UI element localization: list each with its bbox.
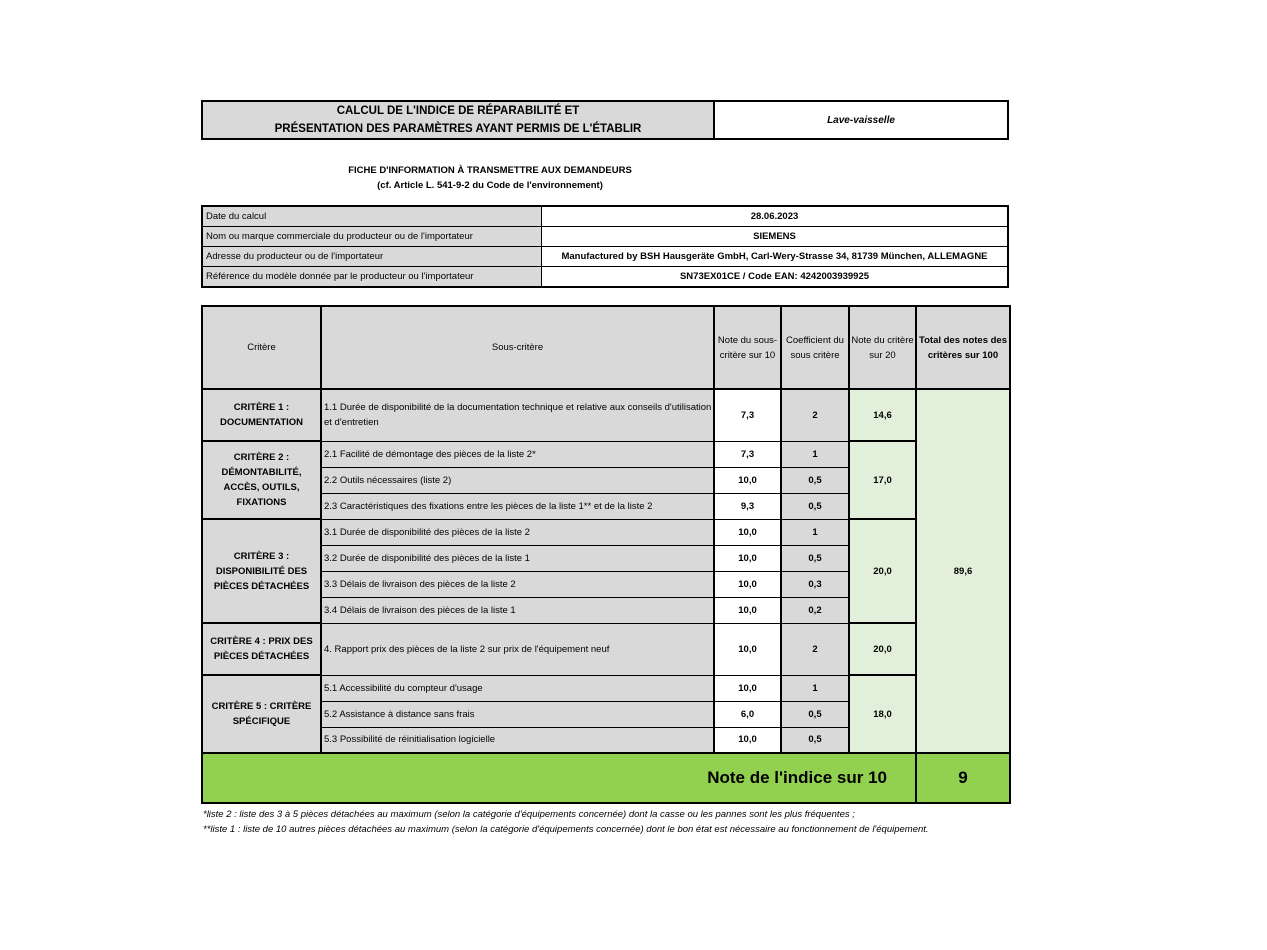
info-row xyxy=(202,206,1008,227)
critere-1-note20: 14,6 xyxy=(849,389,916,441)
sub-criterion-coef: 0,3 xyxy=(781,571,849,597)
sub-criterion-coef: 0,5 xyxy=(781,545,849,571)
sub-criterion-label: 1.1 Durée de disponibilité de la documentation technique et relative aux conseils d'utilisation et d'entretien xyxy=(321,389,714,441)
sub-criterion-coef: 1 xyxy=(781,675,849,701)
critere-2-note20: 17,0 xyxy=(849,441,916,519)
info-label: Nom ou marque commerciale du producteur ou de l'importateur xyxy=(202,227,542,247)
subtitle xyxy=(300,163,680,193)
info-row xyxy=(202,247,1008,267)
info-row xyxy=(202,267,1008,288)
subtitle-line-1: FICHE D'INFORMATION À TRANSMETTRE AUX DEMANDEURS xyxy=(348,165,632,176)
sub-criterion-note: 10,0 xyxy=(714,571,781,597)
sub-criterion-coef: 0,5 xyxy=(781,727,849,753)
sub-criterion-label: 2.2 Outils nécessaires (liste 2) xyxy=(321,467,714,493)
sub-criterion-coef: 2 xyxy=(781,389,849,441)
sub-criterion-label: 3.3 Délais de livraison des pièces de la liste 2 xyxy=(321,571,714,597)
info-label: Référence du modèle donnée par le producteur ou l'importateur xyxy=(202,267,542,288)
sub-criterion-label: 5.1 Accessibilité du compteur d'usage xyxy=(321,675,714,701)
sub-criterion-label: 3.1 Durée de disponibilité des pièces de la liste 2 xyxy=(321,519,714,545)
sub-criterion-coef: 0,5 xyxy=(781,493,849,519)
sub-criterion-coef: 0,2 xyxy=(781,597,849,623)
info-row xyxy=(202,227,1008,247)
sub-criterion-label: 5.3 Possibilité de réinitialisation logicielle xyxy=(321,727,714,753)
critere-4-note20: 20,0 xyxy=(849,623,916,675)
critere-5-name: CRITÈRE 5 : CRITÈRE SPÉCIFIQUE xyxy=(202,675,321,753)
sub-criterion-label: 3.2 Durée de disponibilité des pièces de la liste 1 xyxy=(321,545,714,571)
sub-criterion-note: 9,3 xyxy=(714,493,781,519)
sub-criterion-note: 10,0 xyxy=(714,467,781,493)
header-coef: Coefficient du sous critère xyxy=(781,306,849,389)
critere-1-name: CRITÈRE 1 : DOCUMENTATION xyxy=(202,389,321,441)
critere-3-note20: 20,0 xyxy=(849,519,916,623)
table-header-row xyxy=(202,306,1010,389)
sub-criterion-note: 10,0 xyxy=(714,675,781,701)
critere-4-name: CRITÈRE 4 : PRIX DES PIÈCES DÉTACHÉES xyxy=(202,623,321,675)
table-row xyxy=(202,441,1010,467)
sub-criterion-label: 2.1 Facilité de démontage des pièces de la liste 2* xyxy=(321,441,714,467)
product-category: Lave-vaisselle xyxy=(714,101,1008,139)
info-value: SIEMENS xyxy=(542,227,1009,247)
footnote-2: **liste 1 : liste de 10 autres pièces détachées au maximum (selon la catégorie d'équipements concernée) dont le bon état est nécessaire au fonctionnement de l'équipement. xyxy=(203,824,929,835)
info-table xyxy=(201,205,1009,288)
info-label: Adresse du producteur ou de l'importateur xyxy=(202,247,542,267)
critere-5-note20: 18,0 xyxy=(849,675,916,753)
sub-criterion-coef: 0,5 xyxy=(781,701,849,727)
header-sous-critere: Sous-critère xyxy=(321,306,714,389)
scores-table xyxy=(201,305,1011,804)
page-title xyxy=(202,101,714,139)
final-score-row xyxy=(202,753,1010,803)
table-row xyxy=(202,623,1010,675)
sub-criterion-note: 7,3 xyxy=(714,441,781,467)
sub-criterion-coef: 0,5 xyxy=(781,467,849,493)
header-total: Total des notes des critères sur 100 xyxy=(916,306,1010,389)
footnote-1: *liste 2 : liste des 3 à 5 pièces détachées au maximum (selon la catégorie d'équipements concernée) dont la casse ou les pannes sont les plus fréquentes ; xyxy=(203,809,855,820)
sub-criterion-note: 10,0 xyxy=(714,519,781,545)
info-value: 28.06.2023 xyxy=(542,206,1009,227)
header-note20: Note du critère sur 20 xyxy=(849,306,916,389)
sub-criterion-note: 10,0 xyxy=(714,597,781,623)
header-table xyxy=(201,100,1009,140)
sub-criterion-note: 10,0 xyxy=(714,623,781,675)
sub-criterion-note: 7,3 xyxy=(714,389,781,441)
info-value: SN73EX01CE / Code EAN: 4242003939925 xyxy=(542,267,1009,288)
sub-criterion-coef: 1 xyxy=(781,519,849,545)
header-critere: Critère xyxy=(202,306,321,389)
final-score-label: Note de l'indice sur 10 xyxy=(202,753,916,803)
sub-criterion-coef: 2 xyxy=(781,623,849,675)
critere-3-name: CRITÈRE 3 : DISPONIBILITÉ DES PIÈCES DÉTACHÉES xyxy=(202,519,321,623)
total-100: 89,6 xyxy=(916,389,1010,753)
footnotes xyxy=(203,807,963,837)
final-score-value: 9 xyxy=(916,753,1010,803)
critere-2-name: CRITÈRE 2 : DÉMONTABILITÉ, ACCÈS, OUTILS, FIXATIONS xyxy=(202,441,321,519)
sub-criterion-note: 10,0 xyxy=(714,727,781,753)
sub-criterion-note: 10,0 xyxy=(714,545,781,571)
sub-criterion-note: 6,0 xyxy=(714,701,781,727)
table-row xyxy=(202,675,1010,701)
table-row xyxy=(202,519,1010,545)
sub-criterion-label: 2.3 Caractéristiques des fixations entre les pièces de la liste 1** et de la liste 2 xyxy=(321,493,714,519)
sub-criterion-label: 4. Rapport prix des pièces de la liste 2 sur prix de l'équipement neuf xyxy=(321,623,714,675)
header-note-sous: Note du sous-critère sur 10 xyxy=(714,306,781,389)
info-label: Date du calcul xyxy=(202,206,542,227)
title-line-1: CALCUL DE L'INDICE DE RÉPARABILITÉ ET xyxy=(336,105,580,117)
title-line-2: PRÉSENTATION DES PARAMÈTRES AYANT PERMIS DE L'ÉTABLIR xyxy=(274,123,642,135)
sub-criterion-label: 3.4 Délais de livraison des pièces de la liste 1 xyxy=(321,597,714,623)
subtitle-line-2: (cf. Article L. 541-9-2 du Code de l'environnement) xyxy=(377,180,603,191)
sub-criterion-coef: 1 xyxy=(781,441,849,467)
info-value: Manufactured by BSH Hausgeräte GmbH, Carl-Wery-Strasse 34, 81739 München, ALLEMAGNE xyxy=(542,247,1009,267)
table-row xyxy=(202,389,1010,441)
sub-criterion-label: 5.2 Assistance à distance sans frais xyxy=(321,701,714,727)
